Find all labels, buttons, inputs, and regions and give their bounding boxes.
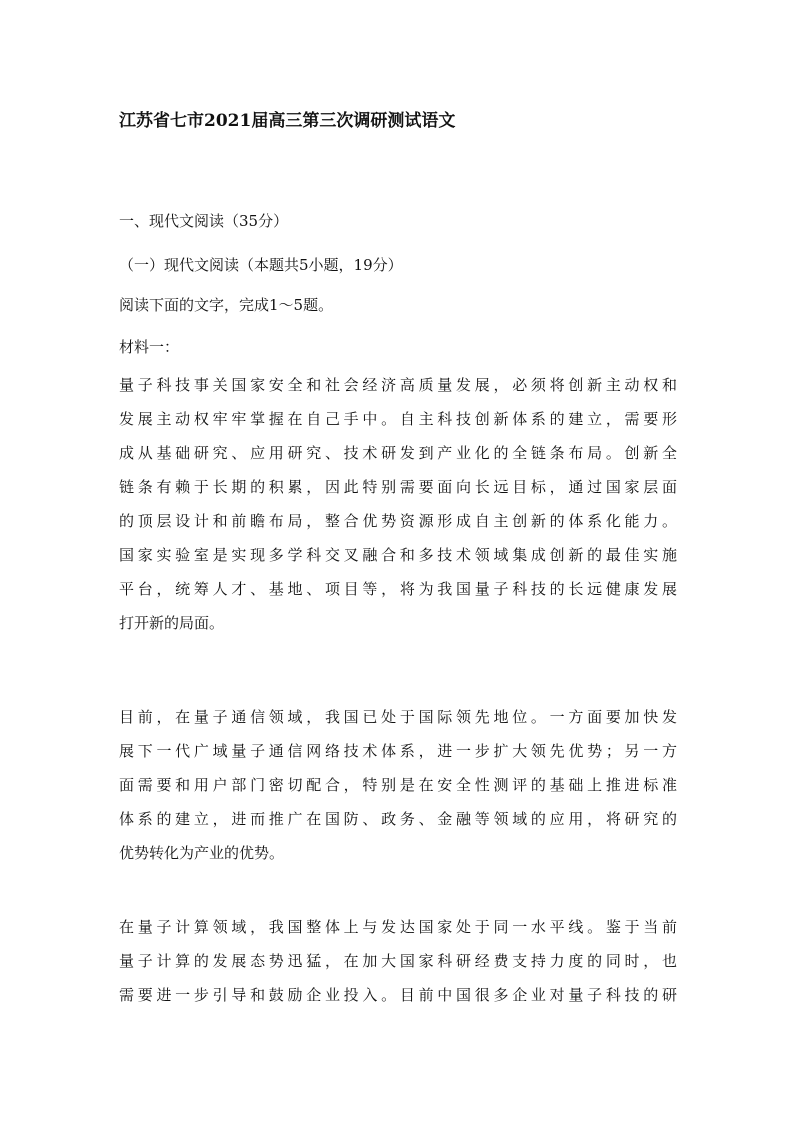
instruction-text: 阅读下面的文字，完成1～5题。 <box>119 296 334 314</box>
paragraph-line: 发展主动权牢牢掌握在自己手中。自主科技创新体系的建立，需要形 <box>119 410 677 428</box>
subsection-heading: （一）现代文阅读（本题共5小题，19分） <box>119 256 403 274</box>
paragraph-1 <box>119 368 677 640</box>
paragraph-line: 链条有赖于长期的积累，因此特别需要面向长远目标，通过国家层面 <box>119 478 677 496</box>
paragraph-line: 打开新的局面。 <box>119 614 225 632</box>
paragraph-line: 优势转化为产业的优势。 <box>119 844 285 862</box>
paragraph-3 <box>119 910 677 1012</box>
document-title: 江苏省七市2021届高三第三次调研测试语文 <box>119 111 456 131</box>
paragraph-line: 展下一代广域量子通信网络技术体系，进一步扩大领先优势；另一方 <box>119 742 677 760</box>
paragraph-2 <box>119 700 677 870</box>
paragraph-line: 的顶层设计和前瞻布局，整合优势资源形成自主创新的体系化能力。 <box>119 512 677 530</box>
paragraph-line: 量子计算的发展态势迅猛，在加大国家科研经费支持力度的同时，也 <box>119 952 677 970</box>
paragraph-line: 在量子计算领域，我国整体上与发达国家处于同一水平线。鉴于当前 <box>119 918 677 936</box>
paragraph-line: 需要进一步引导和鼓励企业投入。目前中国很多企业对量子科技的研 <box>119 986 677 1004</box>
paragraph-line: 国家实验室是实现多学科交叉融合和多技术领域集成创新的最佳实施 <box>119 546 677 564</box>
paragraph-line: 平台，统筹人才、基地、项目等，将为我国量子科技的长远健康发展 <box>119 580 677 598</box>
material-label: 材料一： <box>119 338 180 356</box>
paragraph-line: 成从基础研究、应用研究、技术研发到产业化的全链条布局。创新全 <box>119 444 677 462</box>
paragraph-line: 目前，在量子通信领域，我国已处于国际领先地位。一方面要加快发 <box>119 708 677 726</box>
paragraph-line: 体系的建立，进而推广在国防、政务、金融等领域的应用，将研究的 <box>119 810 677 828</box>
paragraph-line: 面需要和用户部门密切配合，特别是在安全性测评的基础上推进标准 <box>119 776 677 794</box>
paragraph-line: 量子科技事关国家安全和社会经济高质量发展，必须将创新主动权和 <box>119 376 677 394</box>
section-heading: 一、现代文阅读（35分） <box>119 212 289 230</box>
